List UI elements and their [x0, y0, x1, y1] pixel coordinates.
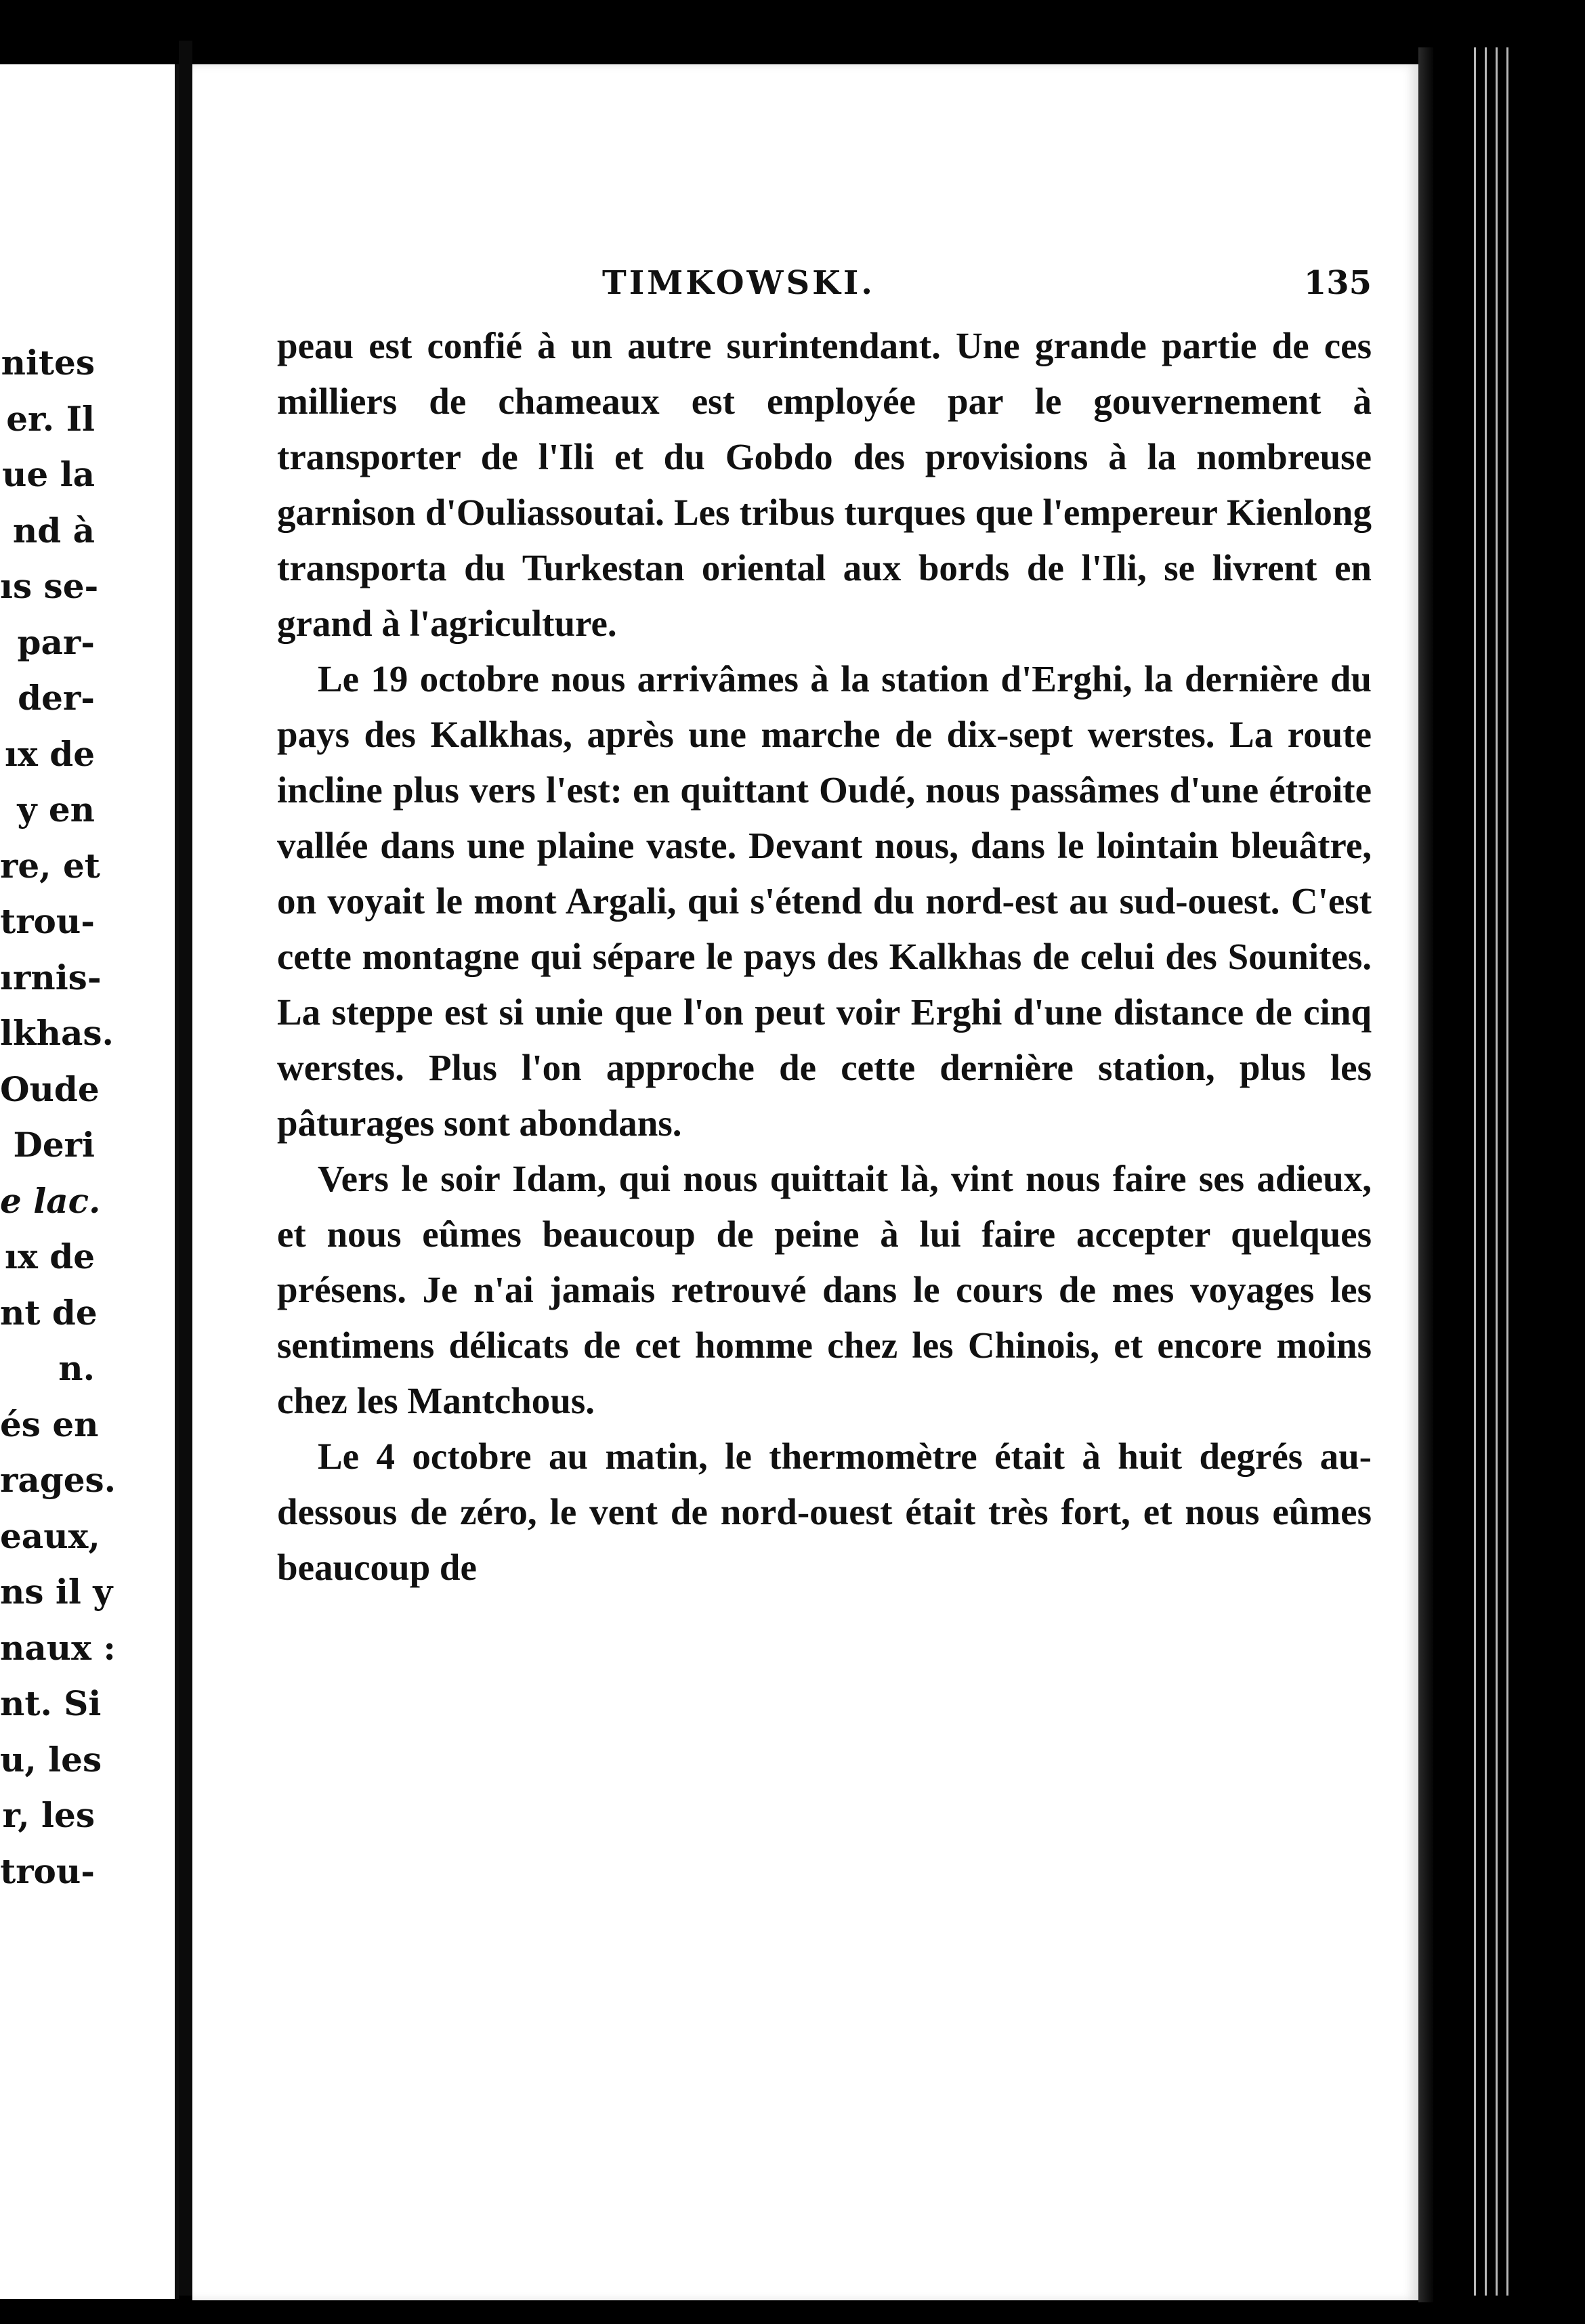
left-fragment: lkhas.: [0, 1013, 114, 1053]
left-fragment: y en: [17, 790, 95, 830]
body-text: [277, 318, 1372, 1595]
left-fragment: ıx de: [5, 1236, 95, 1276]
running-head: TIMKOWSKI.: [602, 264, 875, 302]
left-fragment: rages.: [0, 1460, 117, 1500]
left-fragment: er. Il: [6, 398, 95, 439]
left-fragment: u, les: [0, 1739, 102, 1780]
left-fragment: nt de: [0, 1292, 98, 1333]
left-fragment: der-: [18, 678, 95, 718]
left-fragment: ıx de: [5, 733, 95, 774]
left-fragment: e lac.: [0, 1180, 101, 1221]
left-fragment: par-: [17, 622, 95, 662]
book-gutter: [179, 41, 192, 2296]
left-fragment: ue la: [2, 454, 95, 494]
paragraph: Le 19 octobre nous arrivâmes à la station d'Erghi, la dernière du pays des Kalkhas, après une marche de dix-sept werstes. La route incline plus vers l'est: en quittant Oudé, nous passâmes d'une étroite vallée dans une plaine vaste. Devant nous, dans le lointain bleuâtre, on voyait le mont Argali, qui s'étend du nord-est au sud-ouest. C'est cette montagne qui sépare le pays des Kalkhas de celui des Sounites. La steppe est si unie que l'on peut voir Erghi d'une distance de cinq werstes. Plus l'on approche de cette dernière station, plus les pâturages sont abondans.: [277, 658, 1372, 1144]
paragraph: Vers le soir Idam, qui nous quittait là, vint nous faire ses adieux, et nous eûmes beaucoup de peine à lui faire accepter quelques présens. Je n'ai jamais retrouvé dans le cours de mes voyages les sentimens délicats de cet homme chez les Chinois, et encore moins chez les Mantchous.: [277, 1158, 1372, 1421]
page-stack-edges: [1470, 47, 1510, 2296]
paragraph: Le 4 octobre au matin, le thermomètre était à huit degrés au-dessous de zéro, le vent de nord-ouest était très fort, et nous eûmes beaucoup de: [277, 1436, 1372, 1588]
left-fragment: ırnis-: [0, 957, 102, 997]
paragraph: peau est confié à un autre surintendant. Une grande partie de ces milliers de chameaux est employée par le gouvernement à transporter de l'Ili et du Gobdo des provisions à la nombreuse garnison d'Ouliassoutai. Les tribus turques que l'empereur Kienlong transporta du Turkestan oriental aux bords de l'Ili, se livrent en grand à l'agriculture.: [277, 325, 1372, 644]
left-fragment: trou-: [0, 901, 95, 941]
left-fragment: ıs se-: [0, 566, 99, 606]
book-page: [192, 64, 1418, 2300]
left-fragment: n.: [58, 1348, 95, 1388]
left-fragment: Oude: [0, 1069, 100, 1109]
left-fragment: re, et: [0, 845, 100, 886]
left-fragment: Deri: [13, 1125, 95, 1165]
left-fragment: nt. Si: [0, 1683, 102, 1723]
left-fragment: eaux,: [0, 1515, 100, 1556]
left-fragment: és en: [0, 1404, 99, 1444]
left-page-text: [0, 335, 175, 1899]
left-fragment: naux :: [0, 1627, 116, 1668]
left-fragment: nites: [1, 343, 95, 383]
left-fragment: ns il y: [0, 1572, 113, 1612]
left-fragment: trou-: [0, 1851, 95, 1891]
left-fragment: r, les: [2, 1795, 95, 1835]
left-page-edge: [0, 64, 179, 2299]
left-fragment: nd à: [12, 510, 95, 551]
page-shadow-edge: [1418, 47, 1433, 2302]
page-number: 135: [1303, 264, 1372, 302]
page-header: [192, 259, 1418, 307]
